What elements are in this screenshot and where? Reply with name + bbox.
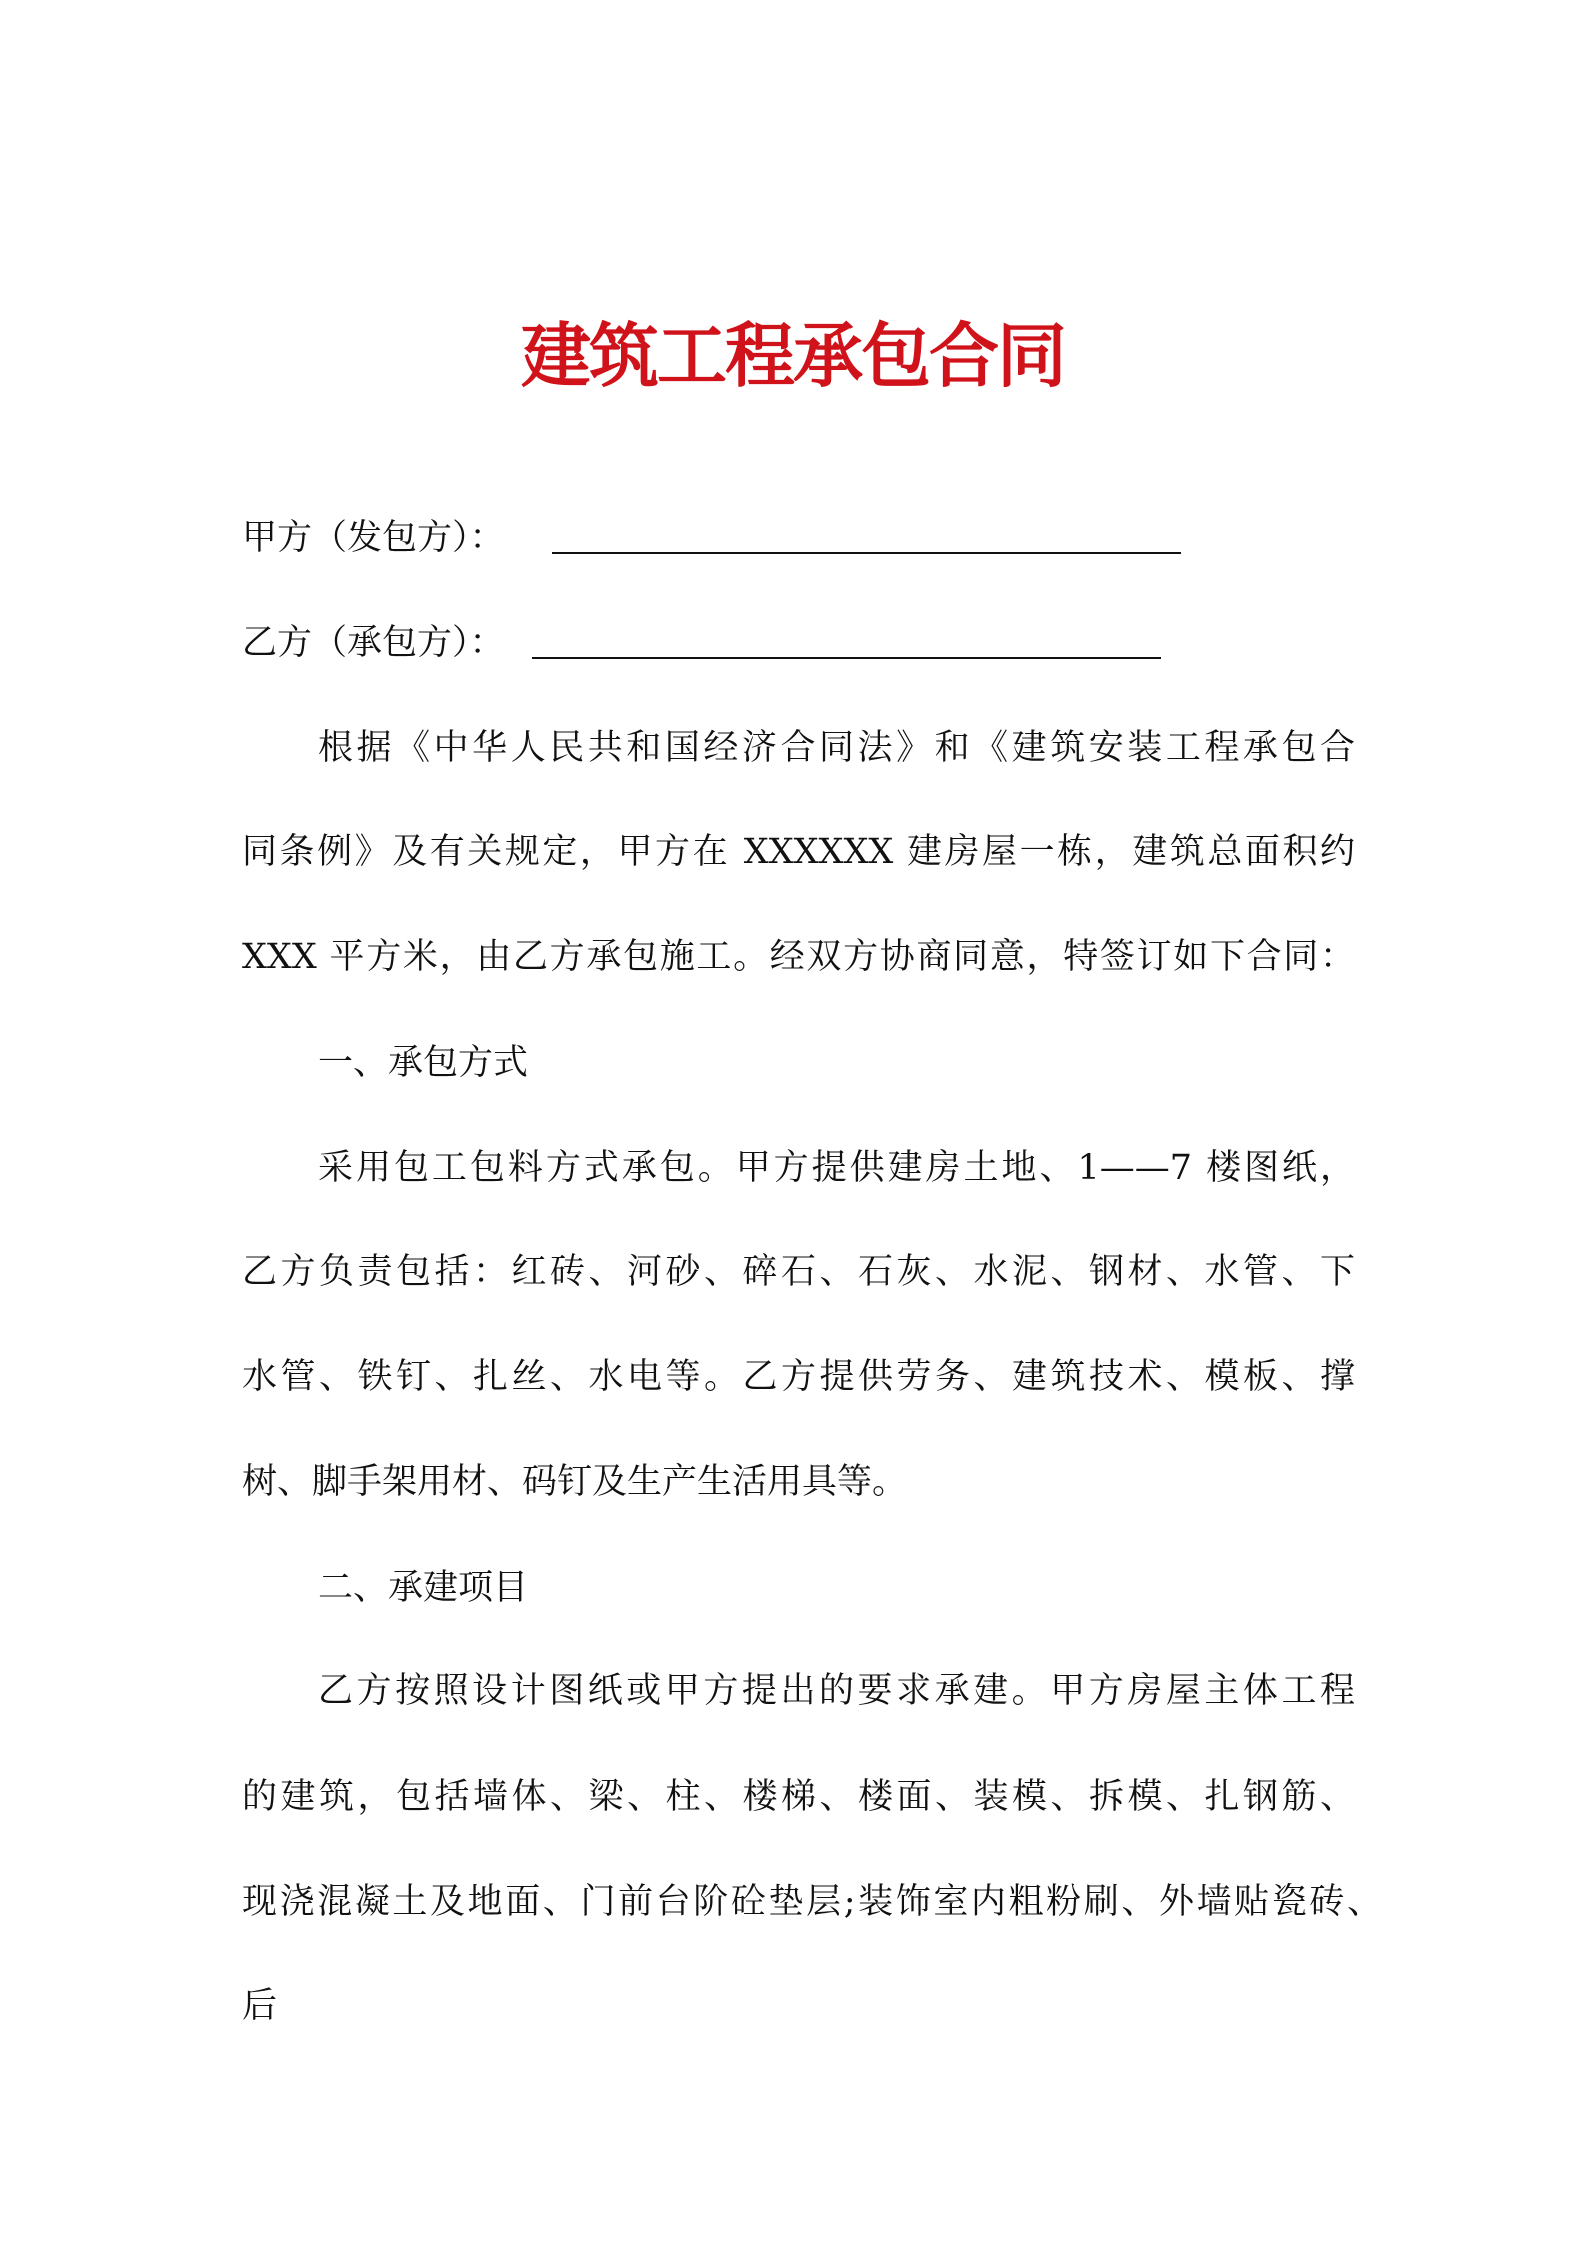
paragraph-line: 乙方负责包括：红砖、河砂、碎石、石灰、水泥、钢材、水管、下: [242, 1252, 1355, 1292]
party-a-label: 甲方（发包方）：: [242, 518, 505, 558]
section-heading: 一、承包方式: [318, 1043, 529, 1083]
paragraph-line: 水管、铁钉、扎丝、水电等。乙方提供劳务、建筑技术、模板、撑: [242, 1357, 1355, 1397]
paragraph-line: 树、脚手架用材、码钉及生产生活用具等。: [242, 1462, 908, 1502]
paragraph-line: 现浇混凝土及地面、门前台阶砼垫层;装饰室内粗粉刷、外墙贴瓷砖、: [242, 1882, 1382, 1922]
section-heading: 二、承建项目: [318, 1568, 529, 1608]
paragraph-line: 同条例》及有关规定，甲方在 XXXXXX 建房屋一栋，建筑总面积约: [242, 832, 1355, 872]
party-b-label: 乙方（承包方）：: [242, 623, 505, 663]
document-title: 建筑工程承包合同: [521, 315, 1065, 397]
paragraph-line: 的建筑，包括墙体、梁、柱、楼梯、楼面、装模、拆模、扎钢筋、: [242, 1777, 1355, 1817]
paragraph-line: XXX 平方米，由乙方承包施工。经双方协商同意，特签订如下合同：: [242, 937, 1355, 977]
party-b-blank-line: [532, 657, 1161, 659]
paragraph-line: 乙方按照设计图纸或甲方提出的要求承建。甲方房屋主体工程: [318, 1671, 1355, 1711]
paragraph-line: 采用包工包料方式承包。甲方提供建房土地、1——7 楼图纸，: [318, 1148, 1355, 1188]
paragraph-line: 根据《中华人民共和国经济合同法》和《建筑安装工程承包合: [318, 728, 1355, 768]
party-a-blank-line: [552, 552, 1181, 554]
paragraph-line: 后: [242, 1986, 278, 2026]
